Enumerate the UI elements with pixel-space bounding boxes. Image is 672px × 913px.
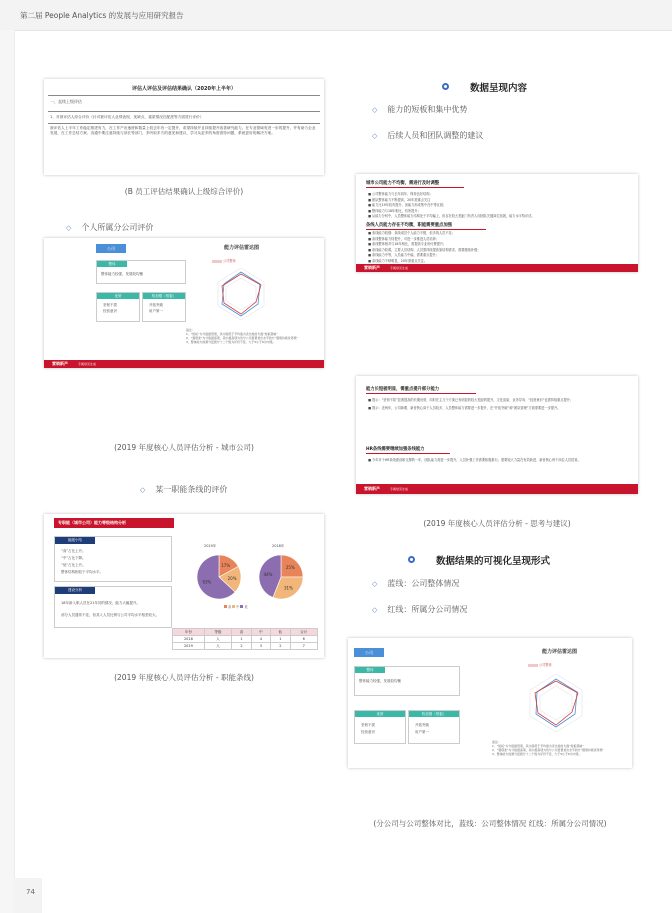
- overall-text: 整体能力较强，发展较均衡: [359, 679, 401, 683]
- legend-swatch-icon: [528, 664, 538, 667]
- group1-item: 整体结构相较于平均水平。: [61, 570, 103, 574]
- table-row: 2019 人 2 3 2 7: [173, 643, 318, 650]
- slide3-title: 专职能（城市公司）能力等级结构分析: [58, 520, 126, 525]
- slide3-header: [54, 518, 174, 528]
- diamond-bullet-icon: ◇: [140, 486, 146, 494]
- page-number: 74: [26, 888, 35, 896]
- caption-function-line: (2019 年度核心人员评估分析 - 职能条线): [114, 673, 254, 682]
- slide4-h2-underline: [366, 229, 486, 230]
- form-title: 评估人评估及评估结果确认（2020年上半年）: [132, 86, 236, 92]
- group2-box: [54, 586, 172, 628]
- radar-notes: 备注： 1、“短板”为分值最低项，其中高低于平均值为突出差的方面“短板领域” 2、“强项差”为分值最高项，其中最高项为该分公司显著差出水平的方“强项持续优势项” 3、整体能力的满分层级分十二个级为评价不佳，大于5小于6为中级。: [186, 328, 298, 344]
- footer-sub: 专属常见生成: [390, 265, 409, 270]
- slide5-list-2: ■ 今年对于HR条线建设和支撑的一年，团队能力需进一步提升，人员补强工作需要积极推行。需要较大力量在有效新进、新晋核心骨干岗位人员招募。: [368, 458, 581, 462]
- group1-item: “高”占比上升。: [61, 549, 86, 553]
- pie-label-低: 63%: [202, 579, 212, 585]
- slide-footer-bar: [356, 264, 638, 272]
- caption-b-evaluation: (B 员工评估结果确认上级综合评价): [124, 187, 244, 196]
- weak-item: 用户第一: [415, 730, 429, 734]
- form-divider-2: [48, 111, 320, 112]
- form-answer: 被评估人上半年工作稳定推进有力，在工作产出速度和数量上较去年有一定提升，希望持续并且持续提升改善研究能力。在专业领域有进一步的提升，并有助力企业发展，在工作总结方案、沟通中要注意持续与部长等部门，多听取多方的意见和建议，学习从更多的角度看待问题，系统更好的解决方案。: [50, 126, 316, 135]
- caption-city: (2019 年度核心人员评估分析 - 城市公司): [114, 443, 254, 452]
- strength-box: [354, 710, 406, 744]
- weak-box: [408, 710, 460, 744]
- weak-title-bar: 待加强（短板）: [409, 711, 459, 717]
- slide4-h2: 条线人员能力存在不均衡，职能需要重点加强: [366, 223, 452, 228]
- diamond-bullet-icon: ◇: [66, 224, 72, 232]
- group2-item: 部分人员通常不佳，但其入人员比例与公司平均水平相差较大。: [61, 613, 159, 617]
- legend-swatch-icon: [212, 260, 222, 263]
- diamond-bullet-icon: ◇: [372, 580, 378, 588]
- legend-high-icon: [224, 605, 227, 608]
- slide5-h2-underline: [366, 453, 450, 454]
- left-margin-bar: [0, 30, 15, 913]
- pie-label-中: 20%: [227, 576, 237, 582]
- pie-label-高: 25%: [285, 565, 295, 571]
- slide4-h1-underline: [366, 187, 464, 188]
- pie-legend: 高 中 低: [224, 604, 248, 609]
- strength-box: [96, 292, 140, 322]
- overall-title-bar: 整体: [355, 667, 385, 673]
- analysis-slide-2: [356, 376, 638, 494]
- group2-item: 18年新入职人员在21年初的情况，能力大幅提升。: [61, 601, 140, 605]
- strength-item: 经营意识: [103, 309, 117, 313]
- slide5-h2: HR条线需要继续加强条线能力: [366, 447, 425, 452]
- bullet-city-eval: ◇ 个人所属分公司评价: [66, 223, 154, 232]
- right-bullet: ◇ 后续人员和团队调整的建议: [372, 131, 484, 140]
- section-dot-icon: [442, 83, 449, 90]
- form-section: 一、直线上级评估: [50, 99, 82, 104]
- visual-radar-slide: [348, 638, 632, 768]
- footer-brand: 营销新产: [364, 265, 380, 270]
- right-bullet: ◇ 能力的短板和集中优势: [372, 105, 468, 114]
- footer-brand: 营销新产: [364, 486, 380, 491]
- radar-chart-title: 能力评估雷达图: [542, 649, 578, 655]
- weak-item: 开拓突破: [415, 723, 429, 727]
- weak-item: 开拓突破: [149, 303, 163, 307]
- section-dot-icon: [408, 556, 415, 563]
- slide5-h1: 能力长短板明显，需重点提升部分能力: [366, 387, 440, 392]
- slide4-list-2: ■ 条线能力较强：条线成员个人能力不错，但多线人员不足； ■ 条线整体能力待提升，可进一步推进人员培养； ■ 条线整体相对与18年相比，需提高专业所付费提升； ■ 条线能力较弱，主要人员结构，人员需持续提高原结构需求，需要继续补强； ■ 条线能力中等，人员能力中偏，需要重点提升； ■ 条线能力不够明显，20年需重点关注。: [368, 231, 481, 263]
- group1-title: 能级小结: [55, 537, 95, 544]
- slide5-h1-underline: [366, 393, 476, 394]
- pie-left-title: 2019年: [204, 544, 217, 548]
- grade-table: [172, 628, 318, 650]
- form-divider: [48, 95, 320, 96]
- caption-visual: (分公司与公司整体对比，蓝线：公司整体情况 红线：所属分公司情况): [373, 819, 607, 828]
- pie-right-title: 2018年: [272, 544, 285, 548]
- group1-box: [54, 536, 172, 582]
- slide-footer-bar: [356, 484, 638, 494]
- group2-title: 建设分析: [55, 587, 95, 594]
- company-tag: 公司: [354, 648, 384, 657]
- radar-chart: [518, 670, 594, 736]
- overall-title-bar: 整体: [97, 261, 127, 267]
- form-question: 1、对被评估人综合评价（针对被评估人业绩表现、优缺点、素质情况匹配度等方面进行评价）: [50, 115, 204, 119]
- diamond-bullet-icon: ◇: [372, 606, 378, 614]
- company-tag: 公司: [96, 244, 126, 253]
- strength-item: 坚韧不拔: [103, 303, 117, 307]
- section-title-data: 数据呈现内容: [470, 83, 528, 94]
- slide4-h1: 城市公司能力不均衡，需进行及时调整: [366, 181, 440, 186]
- form-divider-3: [48, 123, 320, 124]
- bullet-line-eval: ◇ 某一职能条线的评价: [140, 485, 228, 494]
- slide4-list-1: ■ 公司整体能力与去年同年，保持良好结构； ■ 团队整体能力不断提高，20年需重点关注 ■ 能力比19年较有提升，但能力形成集中在中等区段； ■ 整体能力与18年相比，有所提升； ■ 从能力分析中，人员整体能力结构处于平均偏上，但存在较大差距门负责人向团队关键岗位拓展，能力水平待评估。: [368, 192, 535, 218]
- weak-item: 用户第一: [149, 309, 163, 313]
- strength-item: 坚韧不拔: [361, 723, 375, 727]
- slide-footer-bar: [44, 360, 324, 368]
- diamond-bullet-icon: ◇: [372, 106, 378, 114]
- footer-sub: 专属常见生成: [390, 486, 409, 491]
- group1-item: “中”占比下降。: [61, 556, 86, 560]
- table-header-row: 年份 等级 高 中 低 合计: [173, 629, 318, 636]
- weak-box: [142, 292, 186, 322]
- strength-title-bar: 优势: [355, 711, 405, 717]
- strength-title-bar: 优势: [97, 293, 139, 299]
- pie-right: [256, 552, 306, 602]
- overall-text: 整体能力较强，发展较均衡: [101, 272, 143, 276]
- group1-item: “低”占比上升。: [61, 563, 86, 567]
- pie-label-低: 44%: [263, 572, 273, 578]
- radar-legend: 公司整体: [212, 258, 236, 263]
- analysis-slide-1: [356, 174, 638, 272]
- overall-box: [354, 666, 460, 696]
- slide5-list-1: ■ 提示：“坚韧不拔”显著提高的长期优势，同时在主几个方面已有明显的较大差距的提升，文化渲染、业务导向、“经营意识”也需持续重点提升； ■ 提示：近两年，公司新增、新晋核心岗干人员较多，人员整体能力需要进一步提升，在“开拓突破”和“团队管理”方面需要进一步提升。: [368, 398, 574, 410]
- radar-legend: 公司整体: [528, 662, 552, 667]
- legend-low-icon: [240, 605, 243, 608]
- footer-sub: 专属常见生成: [78, 361, 97, 366]
- function-line-slide: [44, 514, 324, 658]
- radar-chart-title: 能力评估雷达图: [224, 245, 260, 251]
- section-title-visual: 数据结果的可视化呈现形式: [436, 556, 551, 567]
- diamond-bullet-icon: ◇: [372, 132, 378, 140]
- radar-notes: 备注： 1、“短板”为分值最低项，其中高低于平均值为突出差的方面“短板领域” 2、“强项差”为分值最高项，其中最高项为该分公司显著差出水平的方“强项持续优势项” 3、整体能力的满分层级分十二个级为评价不佳，大于5小于6为中级。: [492, 740, 604, 756]
- strength-item: 经营意识: [361, 730, 375, 734]
- caption-thinking: (2019 年度核心人员评估分析 - 思考与建议): [423, 519, 571, 528]
- footer-brand: 营销新产: [52, 361, 68, 366]
- table-row: 2018 人 1 4 1 6: [173, 636, 318, 643]
- radar-chart: [206, 264, 276, 324]
- document-title: 第二届 People Analytics 的发展与应用研究报告: [20, 11, 184, 20]
- weak-title-bar: 待加强（短板）: [143, 293, 185, 299]
- right-bullet: ◇ 红线：所属分公司情况: [372, 605, 468, 614]
- evaluation-form-slide: [44, 79, 324, 175]
- legend-mid-icon: [232, 605, 235, 608]
- pie-left: [194, 552, 244, 602]
- right-bullet: ◇ 蓝线：公司整体情况: [372, 579, 460, 588]
- pie-label-中: 31%: [283, 585, 293, 591]
- pie-label-高: 17%: [221, 563, 231, 569]
- overall-box: [96, 260, 186, 284]
- city-radar-slide: [44, 238, 324, 368]
